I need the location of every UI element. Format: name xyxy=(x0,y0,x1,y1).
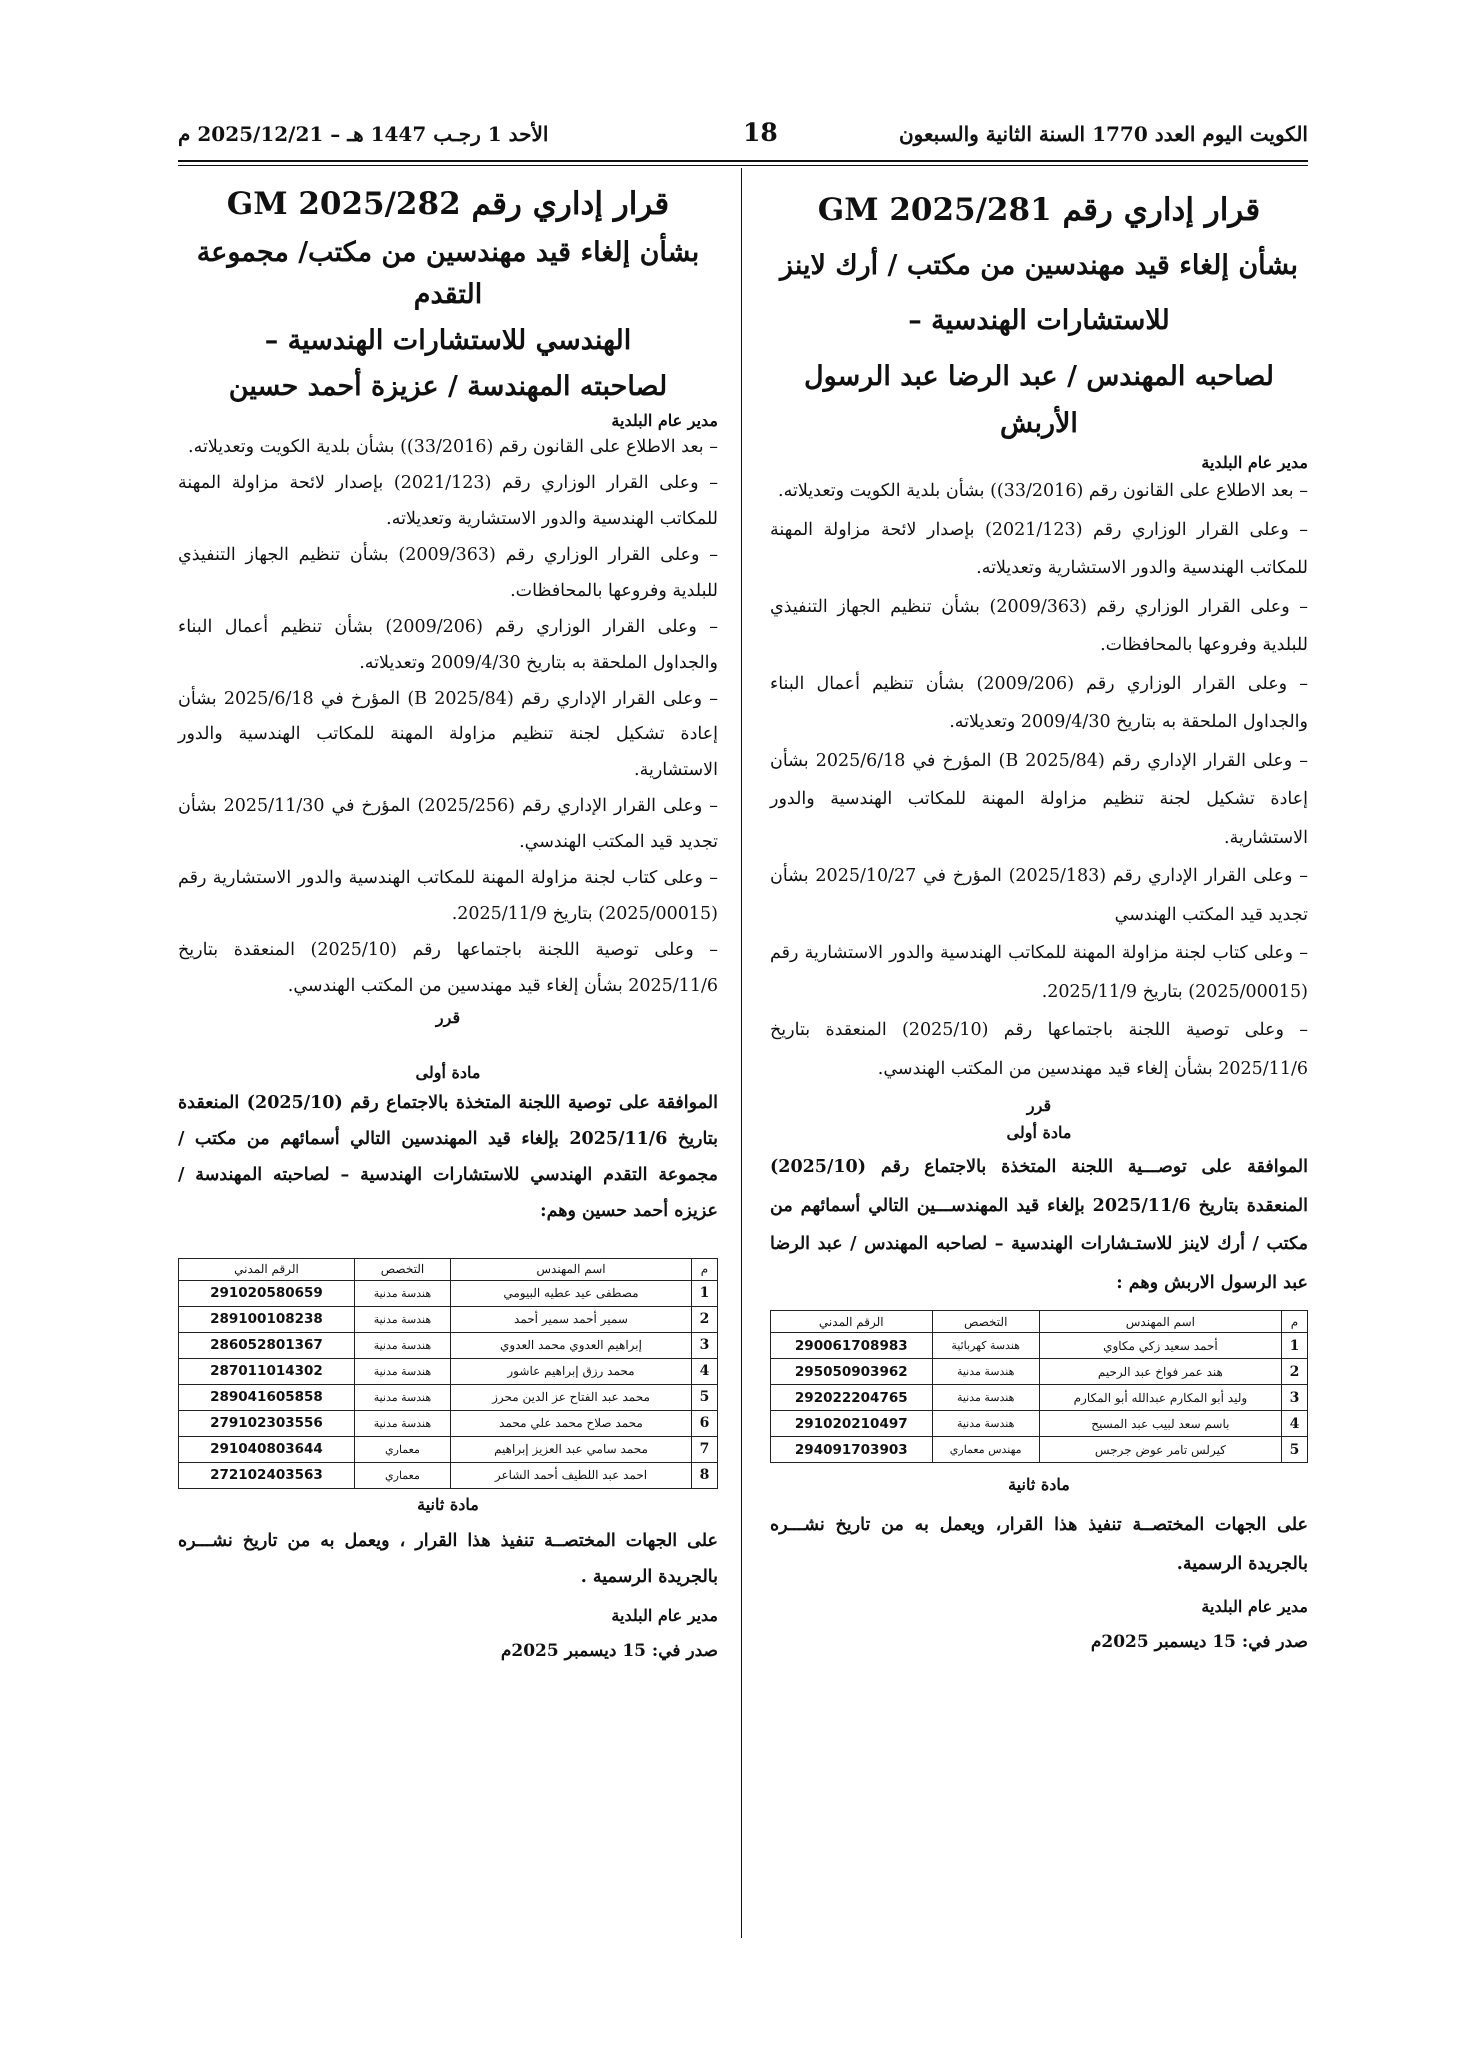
table-row xyxy=(771,1437,1308,1463)
decided-heading: قرر xyxy=(1026,1096,1052,1116)
specialty: هندسة مدنية xyxy=(354,1306,450,1332)
civil-id: 279102303556 xyxy=(179,1410,355,1436)
engineer-name: احمد عبد اللطيف أحمد الشاعر xyxy=(450,1462,691,1488)
header-rule-thin xyxy=(178,165,1308,166)
engineer-name: هند عمر فواخ عبد الرحيم xyxy=(1039,1359,1281,1385)
table-row xyxy=(771,1333,1308,1359)
preamble-2: – وعلى القرار الوزاري رقم (2021/123) بإصدار لائحة مزاولة المهنة للمكاتب الهندسية والدور الاستشارية وتعديلاته. xyxy=(770,519,1308,579)
table-row xyxy=(771,1385,1308,1411)
col-header-specialty: التخصص xyxy=(932,1311,1039,1333)
civil-id: 290061708983 xyxy=(771,1333,933,1359)
table-header-row xyxy=(771,1311,1308,1333)
engineer-name: باسم سعد لبيب عبد المسيح xyxy=(1039,1411,1281,1437)
row-index: 1 xyxy=(1282,1333,1308,1359)
civil-id: 289041605858 xyxy=(179,1384,355,1410)
engineer-name: محمد صلاح محمد علي محمد xyxy=(450,1410,691,1436)
issue-date: صدر في: 15 ديسمبر 2025م xyxy=(500,1640,718,1661)
engineer-name: سمير أحمد سمير أحمد xyxy=(450,1306,691,1332)
decision-subtitle-2: الهندسي للاستشارات الهندسية – xyxy=(264,324,632,356)
specialty: مهندس معماري xyxy=(932,1437,1039,1463)
table-row xyxy=(771,1359,1308,1385)
specialty: هندسة مدنية xyxy=(354,1358,450,1384)
article-1-heading: مادة أولى xyxy=(415,1063,481,1083)
engineer-name: محمد عبد الفتاح عز الدين محرز xyxy=(450,1384,691,1410)
decision-title: قرار إداري رقم GM 2025/282 xyxy=(226,186,670,222)
specialty: هندسة مدنية xyxy=(354,1280,450,1306)
decided-heading: قرر xyxy=(435,1008,461,1028)
civil-id: 291020580659 xyxy=(179,1280,355,1306)
director-label: مدير عام البلدية xyxy=(1201,453,1308,473)
article-2-text: على الجهات المختصــة تنفيذ هذا القرار ، ويعمل به من تاريخ نشـــره بالجريدة الرسمية . xyxy=(178,1530,718,1587)
preamble-8: – وعلى توصية اللجنة باجتماعها رقم (2025/10) المنعقدة بتاريخ 2025/11/6 بشأن إلغاء قيد مهندسين من المكتب الهندسي. xyxy=(178,939,719,996)
row-index: 4 xyxy=(692,1358,718,1384)
engineer-name: أحمد سعيد زكي مكاوي xyxy=(1039,1333,1281,1359)
engineer-name: محمد سامي عبد العزيز إبراهيم xyxy=(450,1436,691,1462)
engineer-name: مصطفى عيد عطيه البيومي xyxy=(450,1280,691,1306)
row-index: 6 xyxy=(692,1410,718,1436)
gazette-issue-info: الكويت اليوم العدد 1770 السنة الثانية والسبعون xyxy=(898,122,1308,146)
row-index: 5 xyxy=(692,1384,718,1410)
row-index: 3 xyxy=(692,1332,718,1358)
preamble-6: – وعلى القرار الإداري رقم (2025/256) المؤرخ في 2025/11/30 بشأن تجديد قيد المكتب الهندسي. xyxy=(178,796,718,853)
preamble-7: – وعلى كتاب لجنة مزاولة المهنة للمكاتب الهندسية والدور الاستشارية رقم (2025/00015) بتاريخ 2025/11/9. xyxy=(178,867,718,924)
engineer-name: كيرلس تامر عوض جرجس xyxy=(1039,1437,1281,1463)
engineers-table-282 xyxy=(178,1258,718,1489)
specialty: هندسة مدنية xyxy=(932,1359,1039,1385)
gazette-date: الأحد 1 رجـب 1447 هـ – 2025/12/21 م xyxy=(178,122,549,146)
engineer-name: إبراهيم العدوي محمد العدوي xyxy=(450,1332,691,1358)
col-header-specialty: التخصص xyxy=(354,1258,450,1280)
table-row xyxy=(179,1332,718,1358)
decision-282-column xyxy=(178,172,718,1661)
col-header-index: م xyxy=(692,1258,718,1280)
row-index: 3 xyxy=(1282,1385,1308,1411)
table-header-row xyxy=(179,1258,718,1280)
article-2-text: على الجهات المختصــة تنفيذ هذا القرار، ويعمل به من تاريخ نشـــره بالجريدة الرسمية. xyxy=(770,1515,1308,1574)
decision-subtitle-1: بشأن إلغاء قيد مهندسين من مكتب/ مجموعة التقدم xyxy=(196,237,700,310)
preamble-6: – وعلى القرار الإداري رقم (2025/183) المؤرخ في 2025/10/27 بشأن تجديد قيد المكتب الهندسي xyxy=(770,866,1308,925)
issue-date: صدر في: 15 ديسمبر 2025م xyxy=(1090,1632,1308,1653)
signature-title: مدير عام البلدية xyxy=(611,1605,718,1625)
civil-id: 294091703903 xyxy=(771,1437,933,1463)
table-row xyxy=(179,1384,718,1410)
decision-subtitle-3: لصاحبته المهندسة / عزيزة أحمد حسين xyxy=(228,370,668,402)
article-1-text: الموافقة على توصـــية اللجنة المتخذة بالاجتماع رقم (2025/10) المنعقدة بتاريخ 2025/11/6 بإلغاء قيد المهندســـين التالي أسمائهم من مكتب / أرك لاينز للاستـشارات الهندسية – لصاحبه المهندس / عبد الرضا عبد الرسول الاربش وهم : xyxy=(770,1157,1308,1293)
engineer-name: وليد أبو المكارم عبدالله أبو المكارم xyxy=(1039,1385,1281,1411)
article-2-heading: مادة ثانية xyxy=(1008,1475,1070,1495)
table-row xyxy=(179,1306,718,1332)
decision-subtitle-3: لصاحبه المهندس / عبد الرضا عبد الرسول الأربش xyxy=(804,360,1274,439)
civil-id: 291040803644 xyxy=(179,1436,355,1462)
specialty: هندسة كهربائية xyxy=(932,1333,1039,1359)
col-header-civil-id: الرقم المدني xyxy=(179,1258,355,1280)
table-row xyxy=(771,1411,1308,1437)
preamble-5: – وعلى القرار الإداري رقم (B 2025/84) المؤرخ في 2025/6/18 بشأن إعادة تشكيل لجنة تنظيم مزاولة المهنة للمكاتب الهندسية والدور الاستشارية. xyxy=(770,750,1308,848)
preamble-1: – بعد الاطلاع على القانون رقم (33/2016)) بشأن بلدية الكويت وتعديلاته. xyxy=(188,437,718,458)
article-1-heading: مادة أولى xyxy=(1006,1123,1072,1143)
preamble-7: – وعلى كتاب لجنة مزاولة المهنة للمكاتب الهندسية والدور الاستشارية رقم (2025/00015) بتاريخ 2025/11/9. xyxy=(770,943,1308,1002)
row-index: 2 xyxy=(1282,1359,1308,1385)
row-index: 4 xyxy=(1282,1411,1308,1437)
row-index: 5 xyxy=(1282,1437,1308,1463)
page-number: 18 xyxy=(743,118,778,147)
signature-title: مدير عام البلدية xyxy=(1201,1597,1308,1617)
table-row xyxy=(179,1410,718,1436)
row-index: 8 xyxy=(692,1462,718,1488)
page-header xyxy=(178,118,1308,158)
col-header-civil-id: الرقم المدني xyxy=(771,1311,933,1333)
article-2-heading: مادة ثانية xyxy=(417,1494,479,1514)
preamble-8: – وعلى توصية اللجنة باجتماعها رقم (2025/10) المنعقدة بتاريخ 2025/11/6 بشأن إلغاء قيد مهندسين من المكتب الهندسي. xyxy=(770,1020,1309,1079)
decision-title: قرار إداري رقم GM 2025/281 xyxy=(817,192,1261,228)
specialty: هندسة مدنية xyxy=(354,1410,450,1436)
row-index: 7 xyxy=(692,1436,718,1462)
civil-id: 292022204765 xyxy=(771,1385,933,1411)
specialty: هندسة مدنية xyxy=(354,1384,450,1410)
preamble-3: – وعلى القرار الوزاري رقم (2009/363) بشأن تنظيم الجهاز التنفيذي للبلدية وفروعها بالمحافظات. xyxy=(770,596,1309,656)
specialty: هندسة مدنية xyxy=(932,1385,1039,1411)
preamble-2: – وعلى القرار الوزاري رقم (2021/123) بإصدار لائحة مزاولة المهنة للمكاتب الهندسية والدور الاستشارية وتعديلاته. xyxy=(178,473,718,530)
civil-id: 295050903962 xyxy=(771,1359,933,1385)
row-index: 1 xyxy=(692,1280,718,1306)
preamble-5: – وعلى القرار الإداري رقم (B 2025/84) المؤرخ في 2025/6/18 بشأن إعادة تشكيل لجنة تنظيم مزاولة المهنة للمكاتب الهندسية والدور الاستشارية. xyxy=(178,688,718,781)
specialty: هندسة مدنية xyxy=(932,1411,1039,1437)
civil-id: 272102403563 xyxy=(179,1462,355,1488)
civil-id: 291020210497 xyxy=(771,1411,933,1437)
decision-subtitle-2: للاستشارات الهندسية – xyxy=(908,305,1170,337)
civil-id: 287011014302 xyxy=(179,1358,355,1384)
table-row xyxy=(179,1280,718,1306)
decision-281-column xyxy=(770,172,1308,1652)
preamble-3: – وعلى القرار الوزاري رقم (2009/363) بشأن تنظيم الجهاز التنفيذي للبلدية وفروعها بالمحافظات. xyxy=(178,545,718,601)
specialty: معماري xyxy=(354,1436,450,1462)
preamble-1: – بعد الاطلاع على القانون رقم (33/2016)) بشأن بلدية الكويت وتعديلاته. xyxy=(778,481,1308,502)
director-label: مدير عام البلدية xyxy=(611,411,718,431)
civil-id: 289100108238 xyxy=(179,1306,355,1332)
table-row xyxy=(179,1436,718,1462)
specialty: معماري xyxy=(354,1462,450,1488)
col-header-index: م xyxy=(1282,1311,1308,1333)
decision-subtitle-1: بشأن إلغاء قيد مهندسين من مكتب / أرك لاينز xyxy=(780,250,1298,282)
col-header-name: اسم المهندس xyxy=(1039,1311,1281,1333)
engineer-name: محمد رزق إبراهيم عاشور xyxy=(450,1358,691,1384)
preamble-4: – وعلى القرار الوزاري رقم (2009/206) بشأن تنظيم أعمال البناء والجداول الملحقة به بتاريخ 2009/4/30 وتعديلاته. xyxy=(770,673,1308,733)
civil-id: 286052801367 xyxy=(179,1332,355,1358)
article-1-text: الموافقة على توصية اللجنة المتخذة بالاجتماع رقم (2025/10) المنعقدة بتاريخ 2025/11/6 بإلغاء قيد المهندسين التالي أسمائهم من مكتب / مجموعة التقدم الهندسي للاستشارات الهندسية – لصاحبته المهندسة / عزيزه أحمد حسين وهم: xyxy=(178,1093,718,1222)
preamble-4: – وعلى القرار الوزاري رقم (2009/206) بشأن تنظيم أعمال البناء والجداول الملحقة به بتاريخ 2009/4/30 وتعديلاته. xyxy=(178,616,718,673)
column-divider xyxy=(741,168,742,1938)
col-header-name: اسم المهندس xyxy=(450,1258,691,1280)
specialty: هندسة مدنية xyxy=(354,1332,450,1358)
table-row xyxy=(179,1358,718,1384)
header-rule-thick xyxy=(178,160,1308,162)
row-index: 2 xyxy=(692,1306,718,1332)
table-row xyxy=(179,1462,718,1488)
engineers-table-281 xyxy=(770,1310,1308,1463)
